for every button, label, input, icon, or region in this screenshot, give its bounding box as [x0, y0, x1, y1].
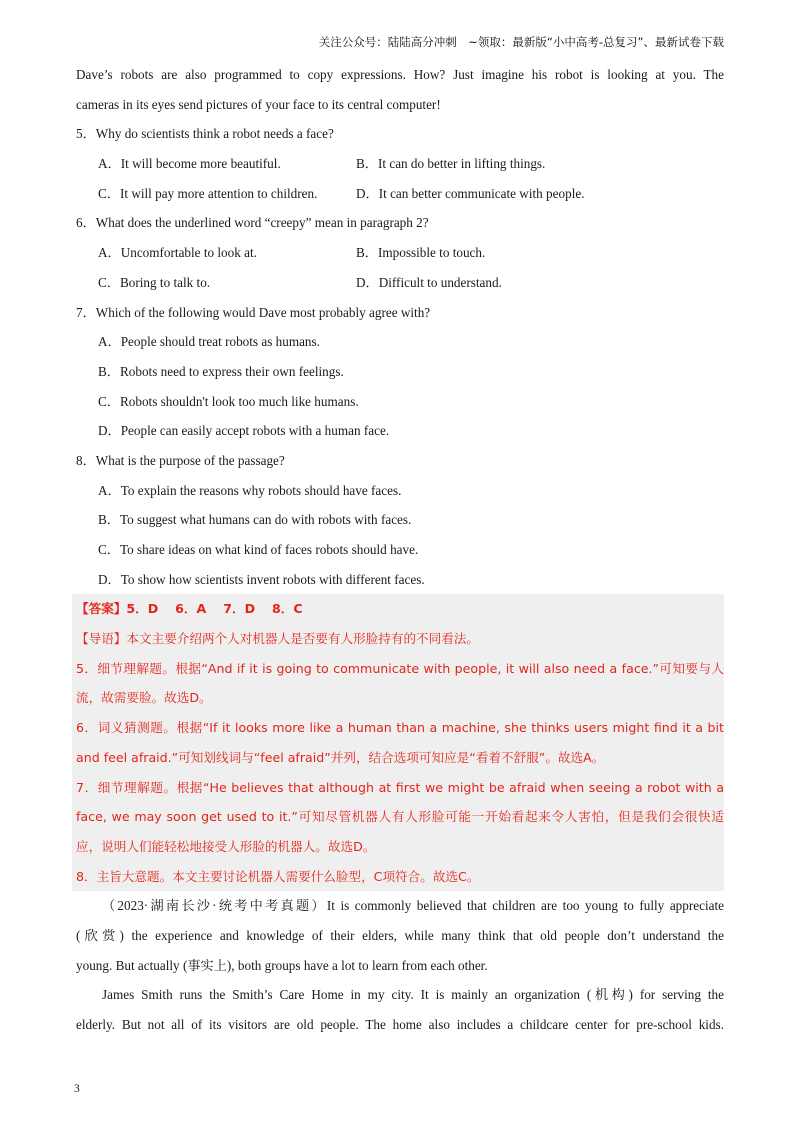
explanation-line: 应，说明人们能轻松地接受人形脸的机器人。故选D。 [76, 838, 376, 854]
option-row [76, 238, 724, 268]
explanation-line: 6．词义猜测题。根据“If it looks more like a human than a machine, she thinks users might find it a bit [76, 720, 724, 736]
explanation-line: and feel afraid.”可知划线词与“feel afraid”并列，结合选项可知应是“看着不舒服”。故选A。 [76, 749, 605, 765]
passage-line: elderly. But not all of its visitors are old people. The home also includes a childcare center for pre-school kids. [76, 1017, 724, 1032]
intro-line: Dave’s robots are also programmed to copy expressions. How? Just imagine his robot is looking at you. The [76, 67, 724, 82]
option-b: B．It can do better in lifting things. [356, 156, 546, 172]
page-content [76, 60, 724, 1040]
option-d: D．It can better communicate with people. [356, 185, 585, 201]
option-d: D．People can easily accept robots with a human face. [98, 423, 390, 439]
passage-line: (欣赏) the experience and knowledge of their elders, while many think that old people don’t understand the [76, 927, 724, 943]
page-header: 关注公众号：陆陆高分冲刺 ~领取：最新版“小中高考-总复习”、最新试卷下载 [318, 35, 724, 49]
passage-line: young. But actually (事实上), both groups have a lot to learn from each other. [76, 957, 488, 973]
option-row [76, 268, 724, 298]
option-a: A．Uncomfortable to look at. [98, 245, 257, 261]
explanation-line: 流，故需要脸。故选D。 [76, 690, 212, 706]
option-c: C．Robots shouldn't look too much like humans. [98, 393, 359, 409]
option-d: D．To show how scientists invent robots with different faces. [98, 571, 425, 587]
passage-line: （2023·湖南长沙·统考中考真题）It is commonly believed that children are too young to fully appreciate [102, 898, 724, 914]
option-a: A．It will become more beautiful. [98, 156, 281, 172]
question-stem: 6．What does the underlined word “creepy” mean in paragraph 2? [76, 215, 429, 231]
question-stem: 5．Why do scientists think a robot needs a face? [76, 126, 334, 142]
option-d: D．Difficult to understand. [356, 274, 502, 290]
option-c: C．To share ideas on what kind of faces robots should have. [98, 542, 419, 557]
option-b: B．Impossible to touch. [356, 245, 486, 261]
explanation-line: face, we may soon get used to it.”可知尽管机器人有人形脸可能一开始看起来令人害怕，但是我们会很快适 [76, 809, 724, 825]
option-row [76, 179, 724, 209]
question-stem: 8．What is the purpose of the passage? [76, 452, 285, 468]
option-c: C．Boring to talk to. [98, 274, 211, 290]
answer-key: 【答案】5．D 6．A 7．D 8．C [76, 601, 303, 617]
intro-line: cameras in its eyes send pictures of your face to its central computer! [76, 96, 441, 112]
option-b: B．Robots need to express their own feelings. [98, 363, 344, 379]
answer-block [72, 594, 724, 891]
page-number: 3 [74, 1083, 80, 1095]
option-c: C．It will pay more attention to children. [98, 185, 318, 201]
option-a: A．To explain the reasons why robots should have faces. [98, 482, 402, 498]
explanation-line: 5．细节理解题。根据“And if it is going to communicate with people, it will also need a face.”可知要与人 [76, 660, 724, 676]
explanation-line: 8．主旨大意题。本文主要讨论机器人需要什么脸型，C项符合。故选C。 [76, 868, 480, 884]
option-row [76, 149, 724, 179]
option-a: A．People should treat robots as humans. [98, 334, 320, 350]
question-stem: 7．Which of the following would Dave most probably agree with? [76, 304, 431, 320]
passage-line: James Smith runs the Smith’s Care Home in my city. It is mainly an organization (机构) for serving the [102, 987, 724, 1003]
answer-guide: 【导语】本文主要介绍两个人对机器人是否要有人形脸持有的不同看法。 [76, 631, 479, 647]
option-b: B．To suggest what humans can do with robots with faces. [98, 512, 412, 528]
explanation-line: 7．细节理解题。根据“He believes that although at first we might be afraid when seeing a robot with a [76, 779, 724, 795]
